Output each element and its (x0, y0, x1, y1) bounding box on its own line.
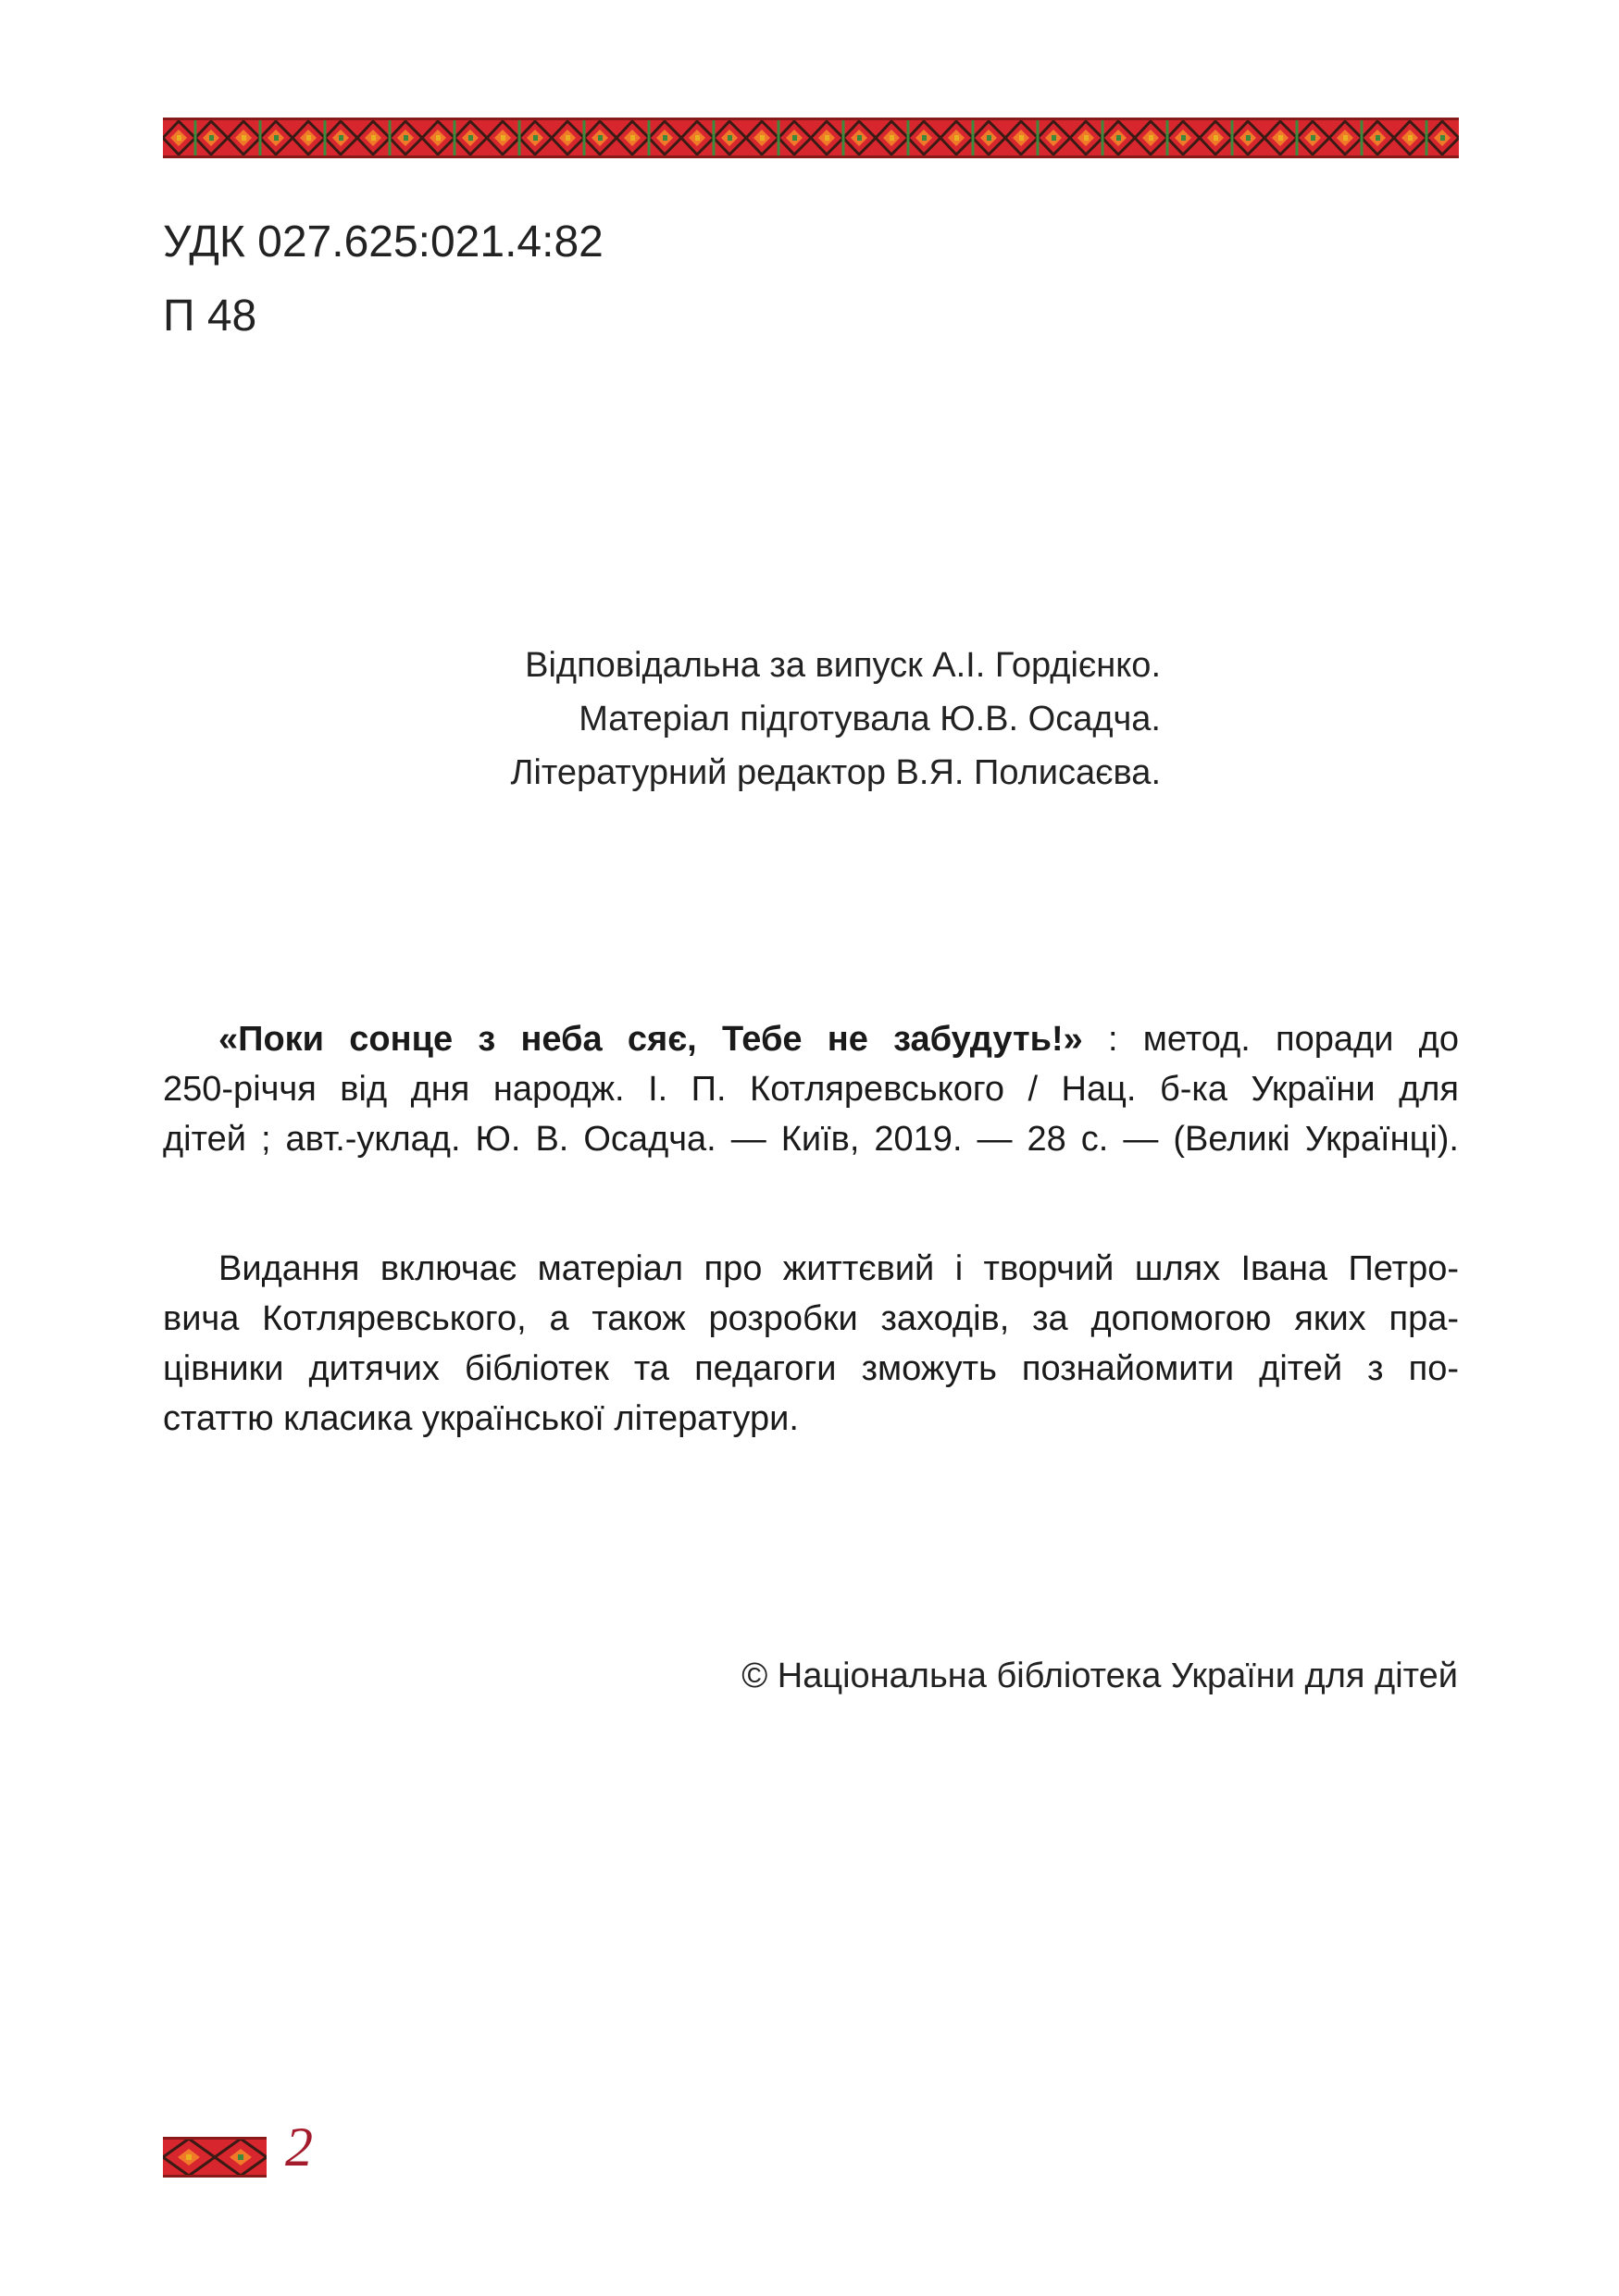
top-ornament-border (163, 118, 1459, 158)
credit-editor: Літературний редактор В.Я. Полисаєва. (510, 753, 1161, 792)
page-number: 2 (285, 2116, 313, 2178)
annotation-line-2: вича Котляревського, а також розробки заходів, за допомогою яких пра- (163, 1299, 1459, 1338)
udk-classification: УДК 027.625:021.4:82 (163, 217, 604, 267)
bottom-ornament-icon (163, 2137, 267, 2178)
credit-responsible: Відповідальна за випуск А.І. Гордієнко. (525, 646, 1161, 685)
annotation-line-1: Видання включає матеріал про життєвий і творчий шлях Івана Петро- (218, 1249, 1459, 1288)
book-title: «Поки сонце з неба сяє, Тебе не забудуть!» (218, 1020, 1083, 1059)
copyright-notice: © Національна бібліотека України для дітей (741, 1657, 1458, 1695)
bibliographic-record (163, 1014, 1459, 1164)
annotation-line-3: цівники дитячих бібліотек та педагоги зможуть познайомити дітей з по- (163, 1349, 1459, 1388)
credit-prepared-by: Матеріал підготувала Ю.В. Осадча. (579, 700, 1161, 738)
biblio-line-1 (163, 1014, 1459, 1064)
credits-block (511, 639, 1162, 800)
annotation-paragraph (163, 1244, 1459, 1444)
biblio-line-2: 250-річчя від дня народж. І. П. Котляревського / Нац. б-ка України для (163, 1070, 1459, 1109)
biblio-line-1-rest: : метод. поради до (1082, 1020, 1459, 1059)
annotation-line-4: статтю класика української літератури. (163, 1399, 799, 1438)
author-sign-code: П 48 (163, 292, 257, 341)
biblio-line-3: дітей ; авт.-уклад. Ю. В. Осадча. — Київ, 2019. — 28 с. — (Великі Українці). (163, 1120, 1459, 1159)
